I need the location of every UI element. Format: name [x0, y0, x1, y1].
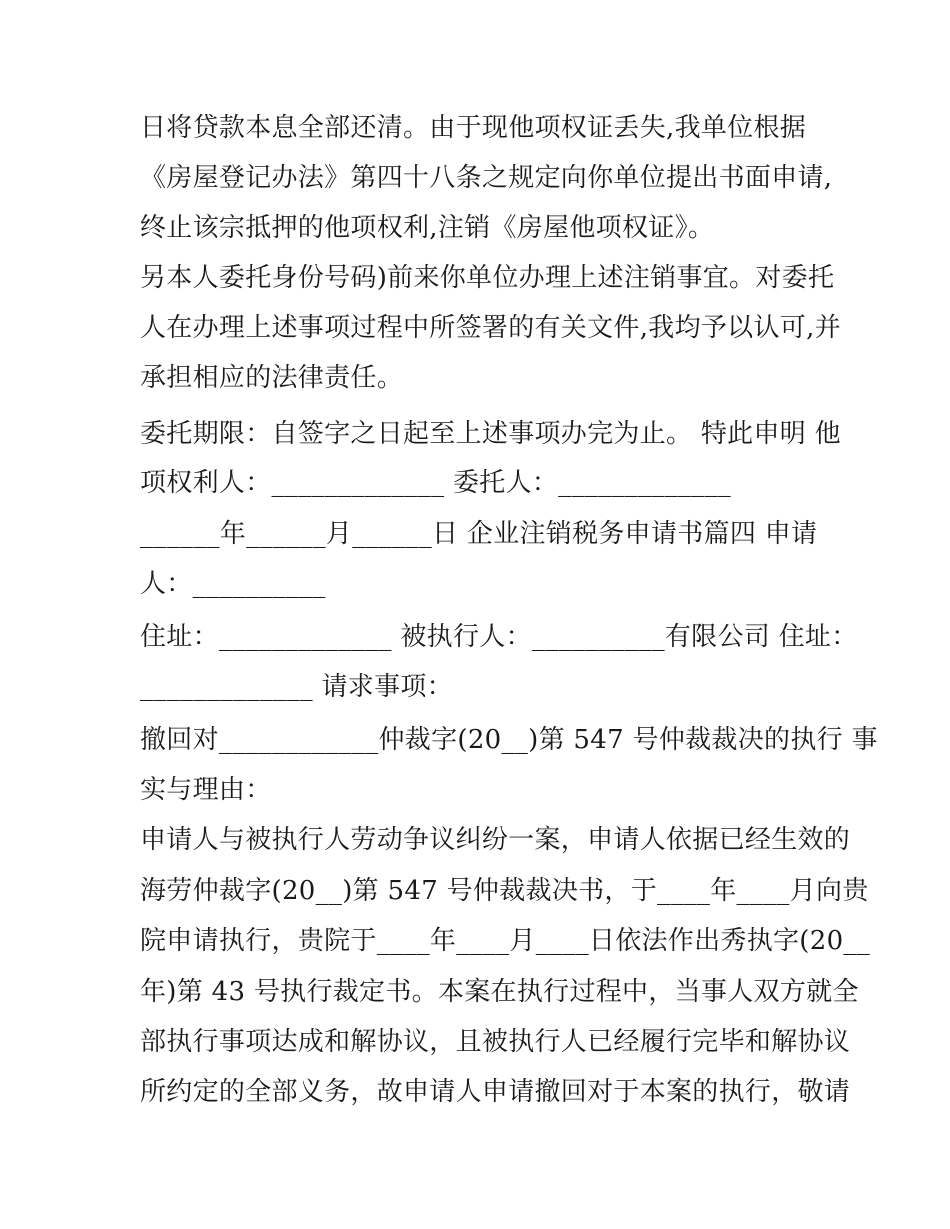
text-line: 部执行事项达成和解协议，且被执行人已经履行完毕和解协议	[140, 1027, 851, 1057]
text-line: 撤回对____________仲裁字(20__)第 547 号仲裁裁决的执行 事	[140, 725, 878, 755]
text-line: 实与理由：	[140, 775, 272, 805]
text-line: 人在办理上述事项过程中所签署的有关文件,我均予以认可,并	[140, 313, 841, 343]
text-line: 人：__________	[140, 569, 326, 599]
text-line: 终止该宗抵押的他项权利,注销《房屋他项权证》。	[140, 213, 715, 243]
text-line: 承担相应的法律责任。	[140, 363, 404, 393]
text-line: 所约定的全部义务，故申请人申请撤回对于本案的执行，敬请	[140, 1077, 851, 1107]
text-line: 《房屋登记办法》第四十八条之规定向你单位提出书面申请,	[140, 163, 833, 193]
text-line: 委托期限：自签字之日起至上述事项办完为止。 特此申明 他	[140, 419, 841, 449]
text-line: 海劳仲裁字(20__)第 547 号仲裁裁决书，于____年____月向贵	[140, 876, 869, 906]
text-line: 院申请执行，贵院于____年____月____日依法作出秀执字(20__	[140, 926, 871, 956]
text-line: 另本人委托身份号码)前来你单位办理上述注销事宜。对委托	[140, 263, 835, 293]
text-line: 日将贷款本息全部还清。由于现他项权证丢失,我单位根据	[140, 113, 807, 143]
text-line: 项权利人：_____________ 委托人：_____________	[140, 468, 732, 498]
text-line: _____________ 请求事项：	[140, 672, 453, 702]
text-line: 住址：_____________ 被执行人：__________有限公司 住址：	[140, 622, 858, 652]
text-line: 年)第 43 号执行裁定书。本案在执行过程中，当事人双方就全	[140, 977, 859, 1007]
text-line: 申请人与被执行人劳动争议纠纷一案，申请人依据已经生效的	[140, 825, 851, 855]
text-line: ______年______月______日 企业注销税务申请书篇四 申请	[140, 519, 818, 549]
